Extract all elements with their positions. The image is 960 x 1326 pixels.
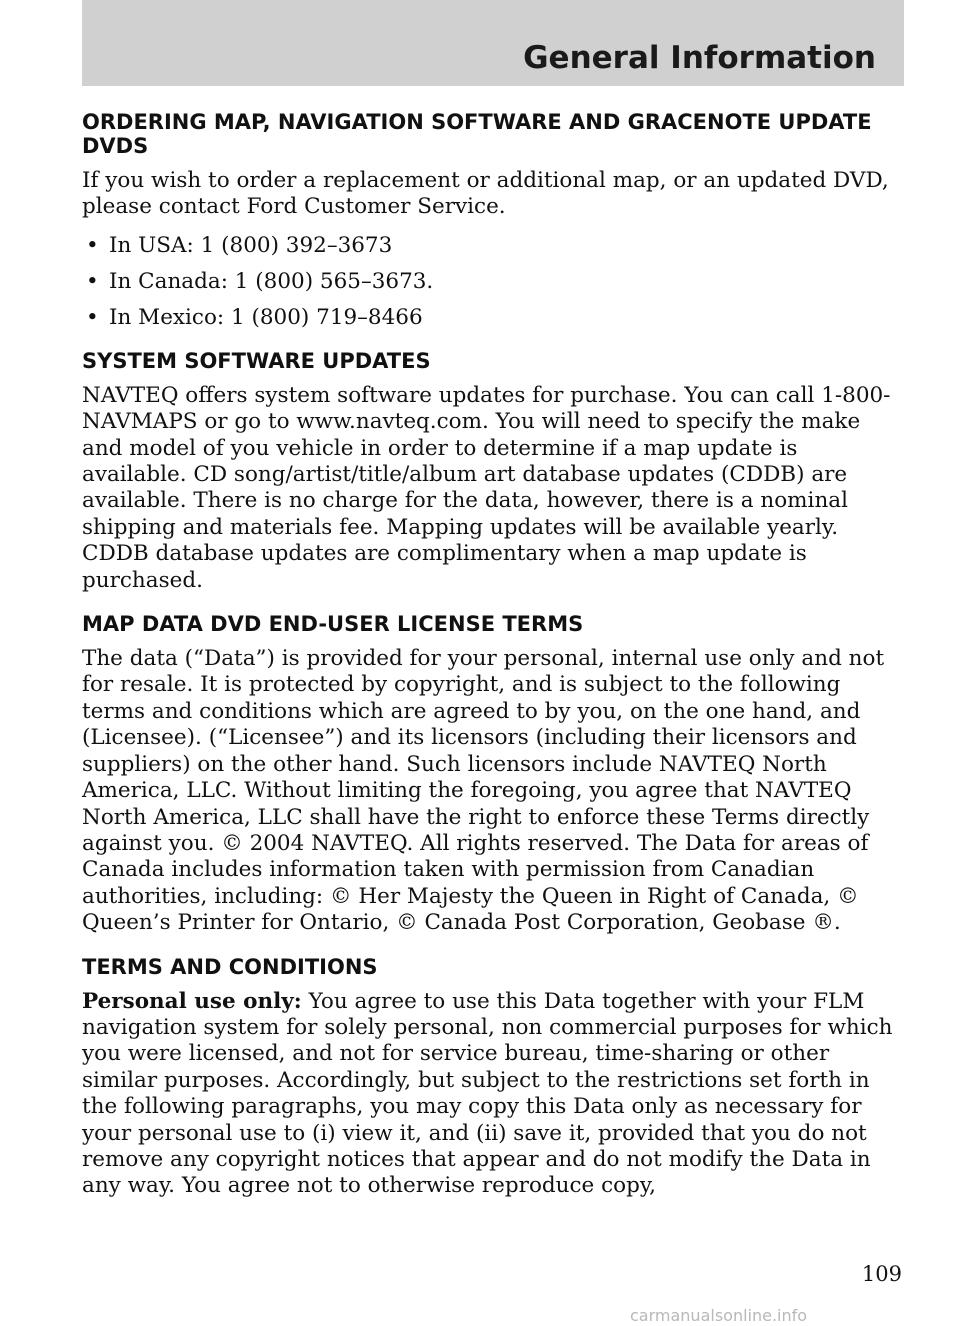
- header-band: [82, 0, 904, 86]
- license-body: The data (“Data”) is provided for your personal, internal use only and not for resale. It is protected by copyright, and is subject to the following terms and conditions which are agreed to by you, on the one hand, and (Licensee). (“Licensee”) and its licensors (including their licensors and suppliers) on the other hand. Such licensors include NAVTEQ North America, LLC. Without limiting the foregoing, you agree that NAVTEQ North America, LLC shall have the right to enforce these Terms directly against you. © 2004 NAVTEQ. All rights reserved. The Data for areas of Canada includes information taken with permission from Canadian authorities, including: © Her Majesty the Queen in Right of Canada, © Queen’s Printer for Ontario, © Canada Post Corporation, Geobase ®.: [82, 646, 885, 936]
- phone-canada: • In Canada: 1 (800) 565–3673.: [82, 269, 904, 295]
- ordering-intro: If you wish to order a replacement or additional map, or an updated DVD, please contact Ford Customer Service.: [82, 168, 889, 220]
- page-header-title: General Information: [523, 40, 876, 76]
- phone-usa: • In USA: 1 (800) 392–3673: [82, 233, 904, 259]
- terms-body: You agree to use this Data together with your FLM navigation system for solely personal, non commercial purposes for which you were licensed, and not for service bureau, time-sharing or other similar purposes. Accordingly, but subject to the restrictions set forth in the following paragraphs, you may copy this Data only as necessary for your personal use to (i) view it, and (ii) save it, provided that you do not remove any copyright notices that appear and do not modify the Data in any way. You agree not to otherwise reproduce copy,: [82, 988, 893, 1199]
- license-heading: MAP DATA DVD END-USER LICENSE TERMS: [82, 612, 584, 637]
- software-heading: SYSTEM SOFTWARE UPDATES: [82, 348, 431, 373]
- phone-list: [82, 233, 904, 331]
- page-content: [82, 110, 904, 1218]
- section-ordering: [82, 110, 904, 331]
- ordering-heading: ORDERING MAP, NAVIGATION SOFTWARE AND GRACENOTE UPDATE DVDS: [82, 110, 872, 158]
- section-license-terms: [82, 612, 904, 936]
- section-software-updates: [82, 349, 904, 594]
- terms-paragraph: [82, 989, 904, 1200]
- software-body: NAVTEQ offers system software updates for purchase. You can call 1-800-NAVMAPS or go to www.navteq.com. You will need to specify the make and model of you vehicle in order to determine if a map update is available. CD song/artist/title/album art database updates (CDDB) are available. There is no charge for the data, however, there is a nominal shipping and materials fee. Mapping updates will be available yearly. CDDB database updates are complimentary when a map update is purchased.: [82, 382, 891, 593]
- terms-heading: TERMS AND CONDITIONS: [82, 954, 378, 979]
- page-number: 109: [861, 1262, 902, 1286]
- watermark: carmanualsonline.info: [630, 1306, 808, 1325]
- section-terms-conditions: [82, 955, 904, 1200]
- terms-lead: Personal use only:: [82, 988, 302, 1014]
- phone-mexico: • In Mexico: 1 (800) 719–8466: [82, 305, 904, 331]
